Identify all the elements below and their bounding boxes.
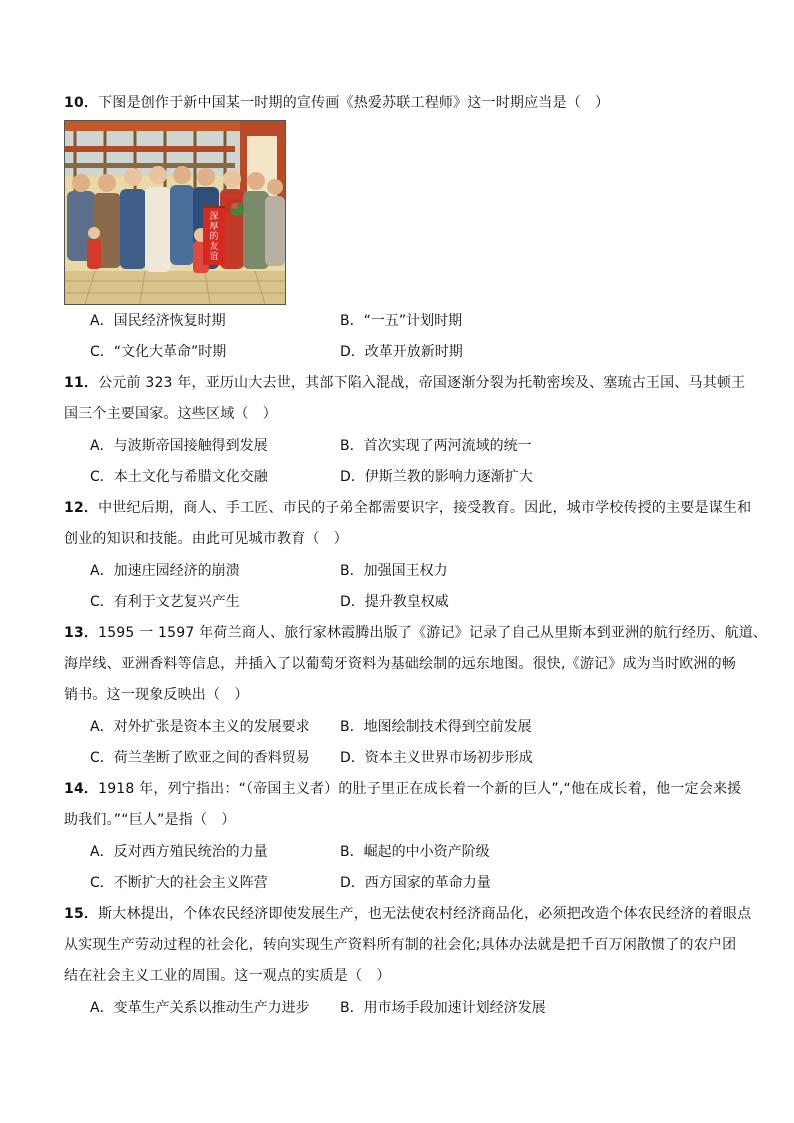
poster-banner-char: 的 [209, 232, 219, 242]
option-14-d[interactable]: D．西方国家的革命力量 [340, 875, 491, 891]
question-number: 14． [64, 781, 99, 797]
question-number: 13． [64, 625, 99, 641]
question-number: 12． [64, 500, 99, 516]
poster-banner-char: 厚 [209, 222, 219, 232]
option-11-c[interactable]: C．本土文化与希腊文化交融 [90, 469, 268, 485]
option-12-b[interactable]: B．加强国王权力 [340, 563, 448, 579]
poster-banner-char: 谊 [209, 252, 219, 262]
option-10-d[interactable]: D．改革开放新时期 [340, 344, 463, 360]
option-14-a[interactable]: A．反对西方殖民统治的力量 [90, 844, 268, 860]
option-10-c[interactable]: C．“文化大革命”时期 [90, 344, 227, 360]
option-14-c[interactable]: C．不断扩大的社会主义阵营 [90, 875, 268, 891]
option-12-d[interactable]: D．提升教皇权威 [340, 594, 449, 610]
option-10-a[interactable]: A．国民经济恢复时期 [90, 313, 226, 329]
question-number: 10． [64, 95, 99, 111]
question-14-line-2: 助我们。”“巨人”是指（ ） [64, 812, 236, 828]
poster-banner-char: 深 [209, 212, 219, 222]
propaganda-poster-image [64, 120, 286, 305]
option-15-b[interactable]: B．用市场手段加速计划经济发展 [340, 1000, 546, 1016]
option-14-b[interactable]: B．崛起的中小资产阶级 [340, 844, 490, 860]
poster-banner-char: 友 [209, 242, 219, 252]
question-13-line-3: 销书。这一现象反映出（ ） [64, 687, 249, 703]
question-10-line-1: 10．下图是创作于新中国某一时期的宣传画《热爱苏联工程师》这一时期应当是（ ） [64, 95, 610, 111]
option-11-d[interactable]: D．伊斯兰教的影响力逐渐扩大 [340, 469, 533, 485]
question-12-line-1: 12．中世纪后期，商人、手工匠、市民的子弟全都需要识字，接受教育。因此，城市学校传授的主要是谋生和 [64, 500, 752, 516]
question-15-line-2: 从实现生产劳动过程的社会化，转向实现生产资料所有制的社会化;具体办法就是把千百万闲散惯了的农户团 [64, 937, 737, 953]
option-13-a[interactable]: A．对外扩张是资本主义的发展要求 [90, 719, 310, 735]
option-11-b[interactable]: B．首次实现了两河流域的统一 [340, 438, 532, 454]
question-11-line-2: 国三个主要国家。这些区域（ ） [64, 406, 277, 422]
option-10-b[interactable]: B．“一五”计划时期 [340, 313, 463, 329]
question-13-line-1: 13．1595 一 1597 年荷兰商人、旅行家林霞腾出版了《游记》记录了自己从里斯本到亚洲的航行经历、航道、 [64, 625, 768, 641]
option-12-a[interactable]: A．加速庄园经济的崩溃 [90, 563, 240, 579]
question-15-line-1: 15．斯大林提出，个体农民经济即使发展生产，也无法使农村经济商品化，必须把改造个体农民经济的着眼点 [64, 906, 752, 922]
question-13-line-2: 海岸线、亚洲香料等信息，并插入了以葡萄牙资料为基础绘制的远东地图。很快,《游记》成为当时欧洲的畅 [64, 656, 737, 672]
question-12-line-2: 创业的知识和技能。由此可见城市教育（ ） [64, 531, 348, 547]
option-13-d[interactable]: D．资本主义世界市场初步形成 [340, 750, 533, 766]
option-12-c[interactable]: C．有利于文艺复兴产生 [90, 594, 240, 610]
question-number: 11． [64, 375, 99, 391]
question-15-line-3: 结在社会主义工业的周围。这一观点的实质是（ ） [64, 968, 391, 984]
question-11-line-1: 11．公元前 323 年，亚历山大去世，其部下陷入混战，帝国逐渐分裂为托勒密埃及、塞琉古王国、马其顿王 [64, 375, 746, 391]
option-15-a[interactable]: A．变革生产关系以推动生产力进步 [90, 1000, 310, 1016]
option-11-a[interactable]: A．与波斯帝国接触得到发展 [90, 438, 268, 454]
question-number: 15． [64, 906, 99, 922]
question-14-line-1: 14．1918 年，列宁指出：“（帝国主义者）的肚子里正在成长着一个新的巨人”,“他在成长着，他一定会来援 [64, 781, 742, 797]
option-13-b[interactable]: B．地图绘制技术得到空前发展 [340, 719, 532, 735]
option-13-c[interactable]: C．荷兰垄断了欧亚之间的香料贸易 [90, 750, 310, 766]
